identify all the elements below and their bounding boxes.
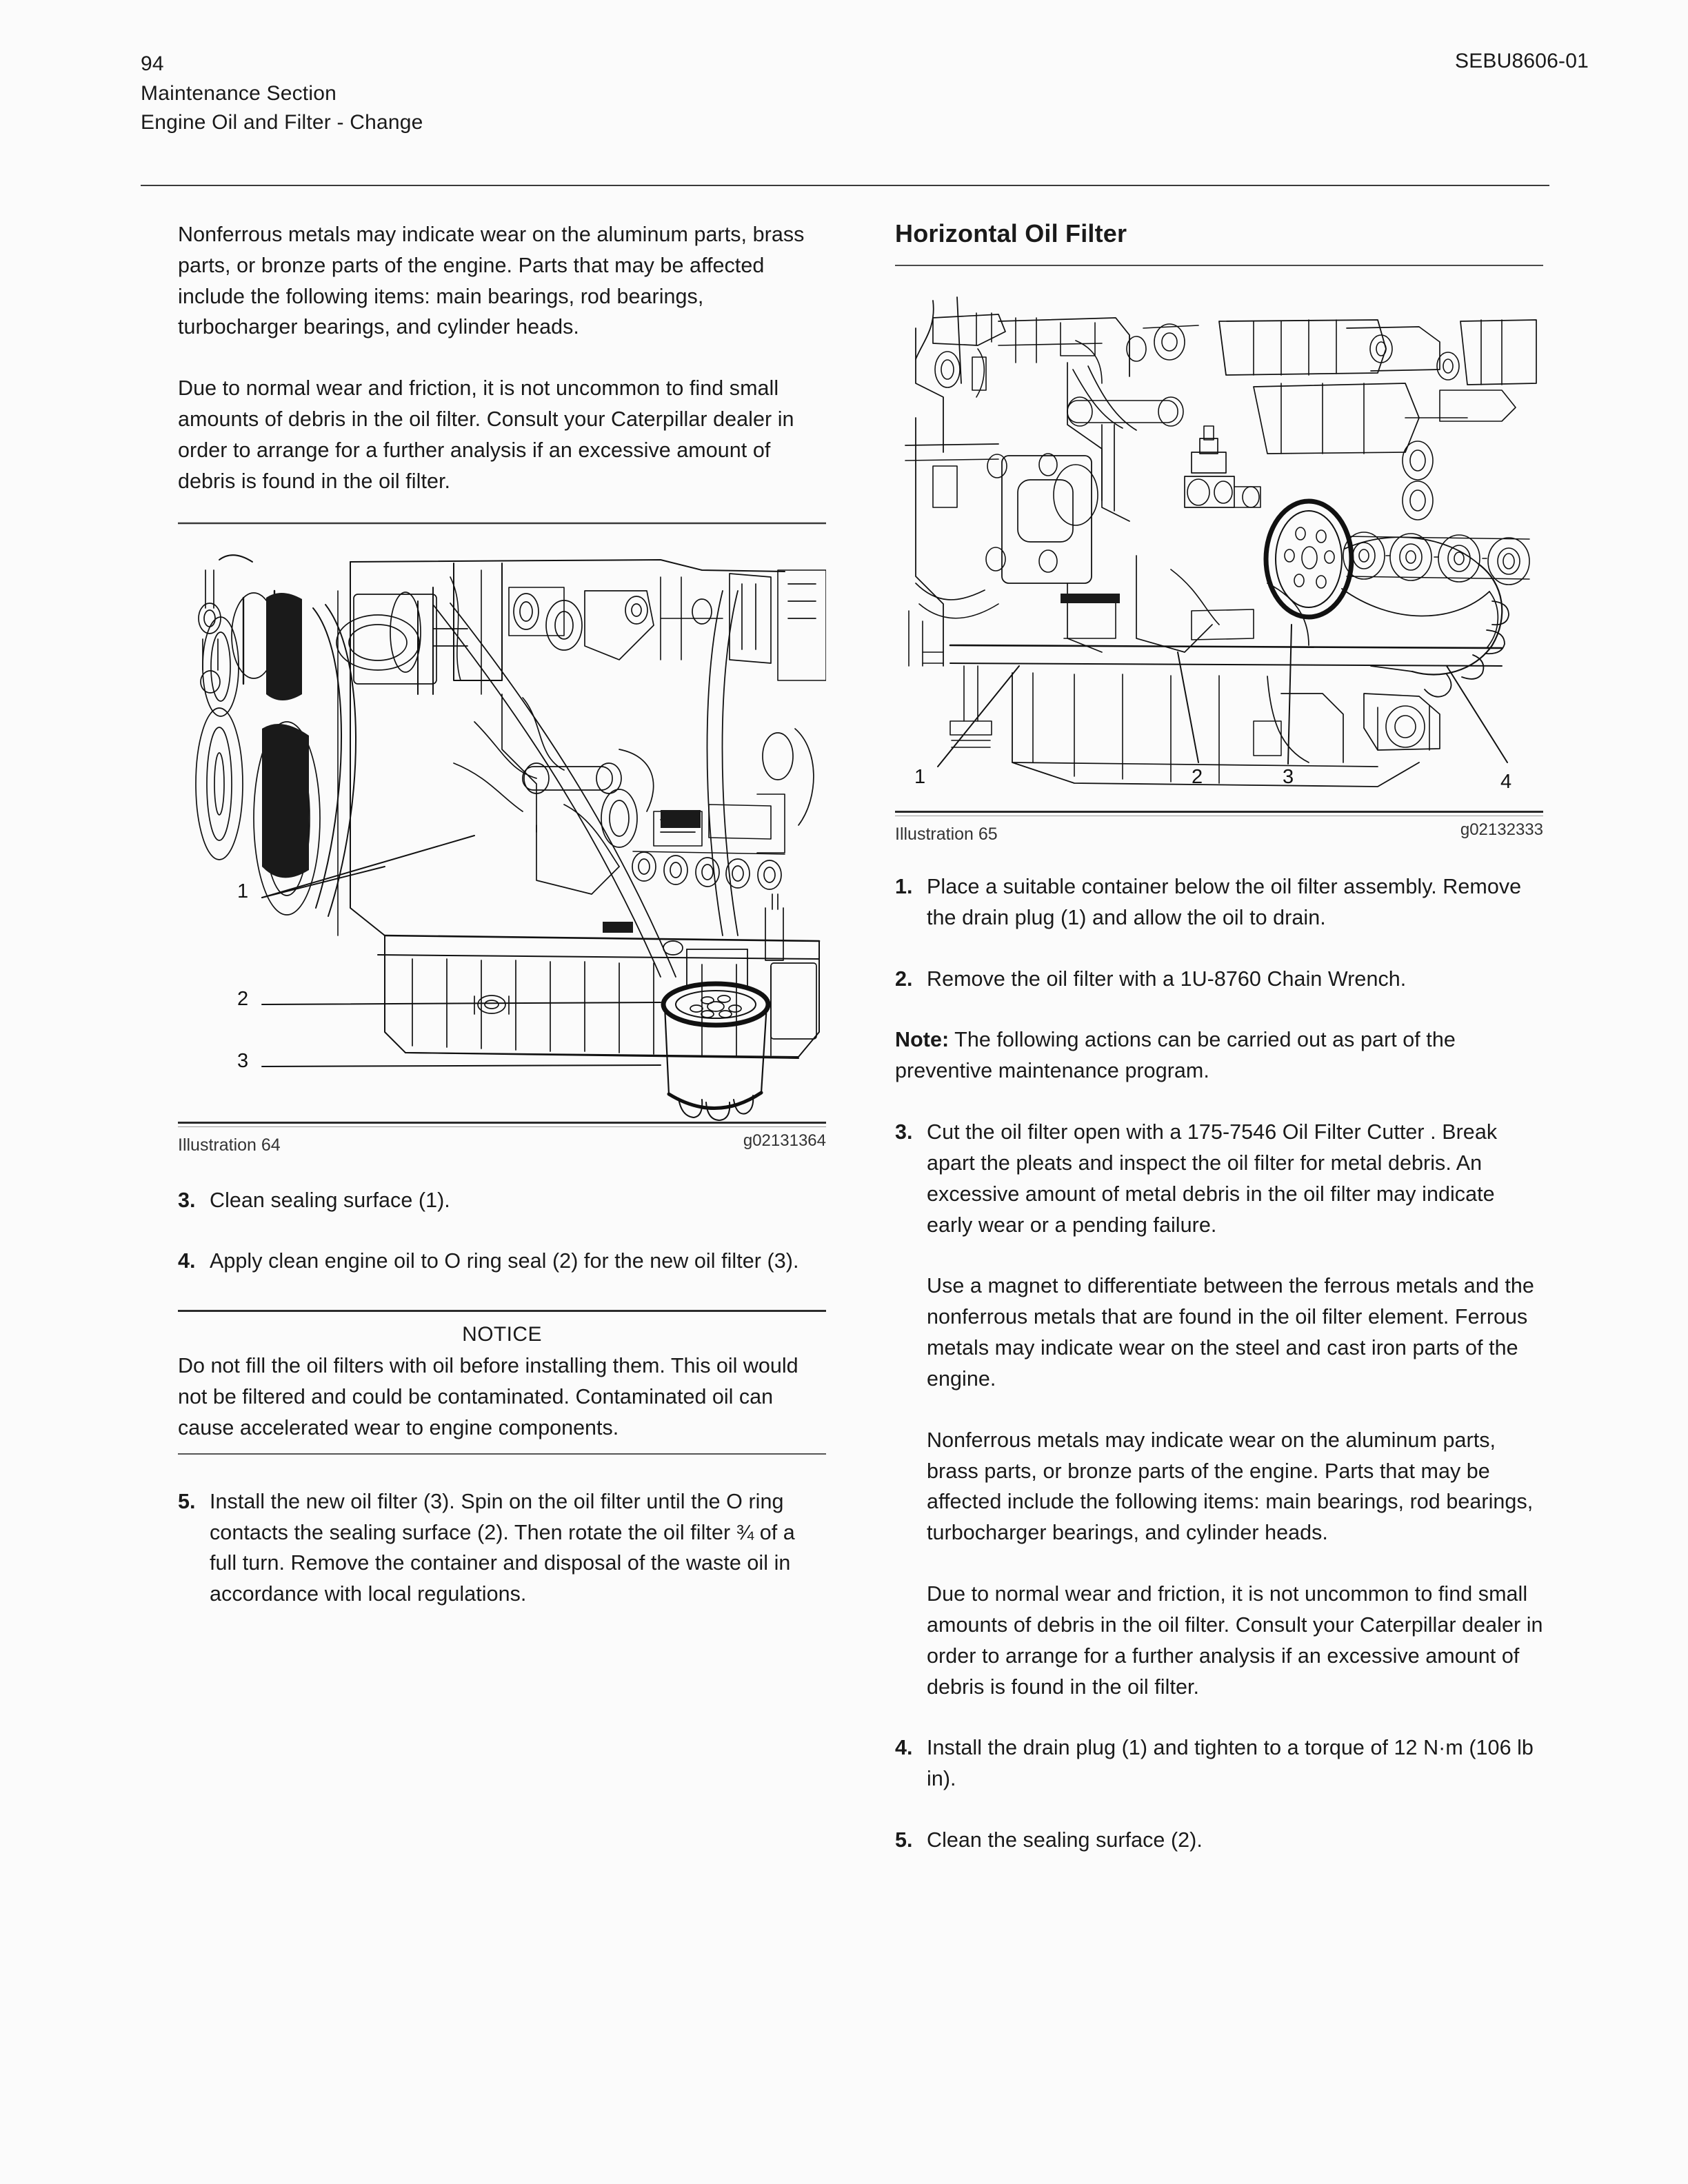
- right-step-3-text: Cut the oil filter open with a 175-7546 Oil Filter Cutter . Break apart the pleats and inspect the oil filter for metal debris. An excessive amount of metal debris in the oil filter may indicate early wear or a pending failure.: [927, 1120, 1498, 1237]
- right-step-5-number: 5.: [895, 1828, 913, 1852]
- illustration-64-figure: [178, 522, 826, 1122]
- right-paragraph-debris: Due to normal wear and friction, it is not uncommon to find small amounts of debris in the oil filter. Consult your Caterpillar dealer in order to arrange for a further analysis if an excessive amount of debris is found in the oil filter.: [927, 1582, 1543, 1699]
- right-paragraph-magnet: Use a magnet to differentiate between the ferrous metals and the nonferrous metals that are found in the oil filter element. Ferrous metals may indicate wear on the steel and cast iron parts of the engine.: [927, 1274, 1534, 1391]
- illustration-64-callout-3: 3: [237, 1049, 249, 1072]
- header-section: Maintenance Section: [141, 81, 336, 105]
- illustration-65-callout-2: 2: [1192, 766, 1203, 788]
- right-step-1-text: Place a suitable container below the oil filter assembly. Remove the drain plug (1) and allow the oil to drain.: [927, 875, 1522, 929]
- header-divider: [141, 185, 1549, 186]
- right-step-1-number: 1.: [895, 875, 913, 898]
- left-step-4-text: Apply clean engine oil to O ring seal (2) for the new oil filter (3).: [210, 1249, 799, 1273]
- left-column: [178, 219, 826, 1610]
- page-header: [141, 50, 1589, 132]
- notice-block: [178, 1310, 826, 1454]
- right-step-4-text: Install the drain plug (1) and tighten to a torque of 12 N·m (106 lb in).: [927, 1736, 1534, 1791]
- right-step-4-number: 4.: [895, 1736, 913, 1760]
- left-step-3-number: 3.: [178, 1188, 196, 1212]
- illustration-64-caption: [178, 1131, 826, 1170]
- left-step-5: [178, 1486, 826, 1610]
- notice-top-rule: [178, 1310, 826, 1312]
- right-step-2: [895, 964, 1543, 995]
- left-paragraph-1: Nonferrous metals may indicate wear on the aluminum parts, brass parts, or bronze parts of the engine. Parts that may be affected include the following items: main bearings, rod bearings, turbocharger bearings, and cylinder heads.: [178, 223, 805, 339]
- left-step-3-text: Clean sealing surface (1).: [210, 1188, 450, 1212]
- right-paragraph-nonferrous: Nonferrous metals may indicate wear on the aluminum parts, brass parts, or bronze parts of the engine. Parts that may be affected include the following items: main bearings, rod bearings, turbocharger bearings, and cylinder heads.: [927, 1428, 1534, 1545]
- right-step-2-text: Remove the oil filter with a 1U-8760 Chain Wrench.: [927, 967, 1407, 991]
- illustration-64-callout-2: 2: [237, 987, 249, 1010]
- left-step-4-number: 4.: [178, 1249, 196, 1273]
- illustration-65-callout-3: 3: [1283, 766, 1294, 788]
- illustration-64-label: Illustration 64: [178, 1135, 281, 1155]
- illustration-64-graphic-number: g02131364: [743, 1131, 826, 1150]
- illustration-65-callout-4: 4: [1500, 771, 1512, 793]
- right-step-3-number: 3.: [895, 1120, 913, 1144]
- left-step-3: [178, 1185, 826, 1216]
- left-step-4: [178, 1246, 826, 1277]
- left-step-5-number: 5.: [178, 1489, 196, 1513]
- note-block: [895, 1024, 1543, 1086]
- illustration-65-callout-1: 1: [914, 766, 926, 788]
- engine-horizontal-filter-drawing: [895, 280, 1543, 811]
- header-left-block: [141, 50, 423, 138]
- right-step-4: [895, 1732, 1543, 1794]
- document-number: SEBU8606-01: [1455, 50, 1589, 72]
- right-column: [895, 219, 1543, 1856]
- illustration-64-callout-1: 1: [237, 880, 249, 902]
- illustration-65-label: Illustration 65: [895, 825, 998, 844]
- engine-vertical-filter-drawing: [178, 522, 826, 1122]
- illustration-64-caption-rule: [178, 1122, 826, 1124]
- right-step-5-text: Clean the sealing surface (2).: [927, 1828, 1203, 1852]
- notice-body: Do not fill the oil filters with oil before installing them. This oil would not be filtered and could be contaminated. Contaminated oil can cause accelerated wear to engine components.: [178, 1354, 798, 1439]
- note-lead-label: Note:: [895, 1028, 950, 1052]
- right-step-5: [895, 1825, 1543, 1856]
- illustration-64-caption-rule-thin: [178, 1126, 826, 1127]
- illustration-65-figure: [895, 280, 1543, 811]
- notice-title: NOTICE: [462, 1323, 542, 1346]
- illustration-65-caption: [895, 820, 1543, 859]
- right-step-3: [895, 1117, 1543, 1240]
- page-number: 94: [141, 52, 164, 75]
- left-step-5-text: Install the new oil filter (3). Spin on the oil filter until the O ring contacts the sealing surface (2). Then rotate the oil filter ¾ of a full turn. Remove the container and disposal of the waste oil in accordance with local regulations.: [210, 1489, 795, 1606]
- illustration-65-graphic-number: g02132333: [1460, 820, 1543, 839]
- right-step-1: [895, 871, 1543, 933]
- section-heading-horizontal-oil-filter: Horizontal Oil Filter: [895, 219, 1127, 247]
- left-paragraph-2: Due to normal wear and friction, it is not uncommon to find small amounts of debris in the oil filter. Consult your Caterpillar dealer in order to arrange for a further analysis if an excessive amount of debris is found in the oil filter.: [178, 376, 794, 493]
- header-topic: Engine Oil and Filter - Change: [141, 111, 423, 134]
- note-text: The following actions can be carried out as part of the preventive maintenance program.: [895, 1028, 1456, 1083]
- illustration-65-caption-rule: [895, 811, 1543, 813]
- right-step-2-number: 2.: [895, 967, 913, 991]
